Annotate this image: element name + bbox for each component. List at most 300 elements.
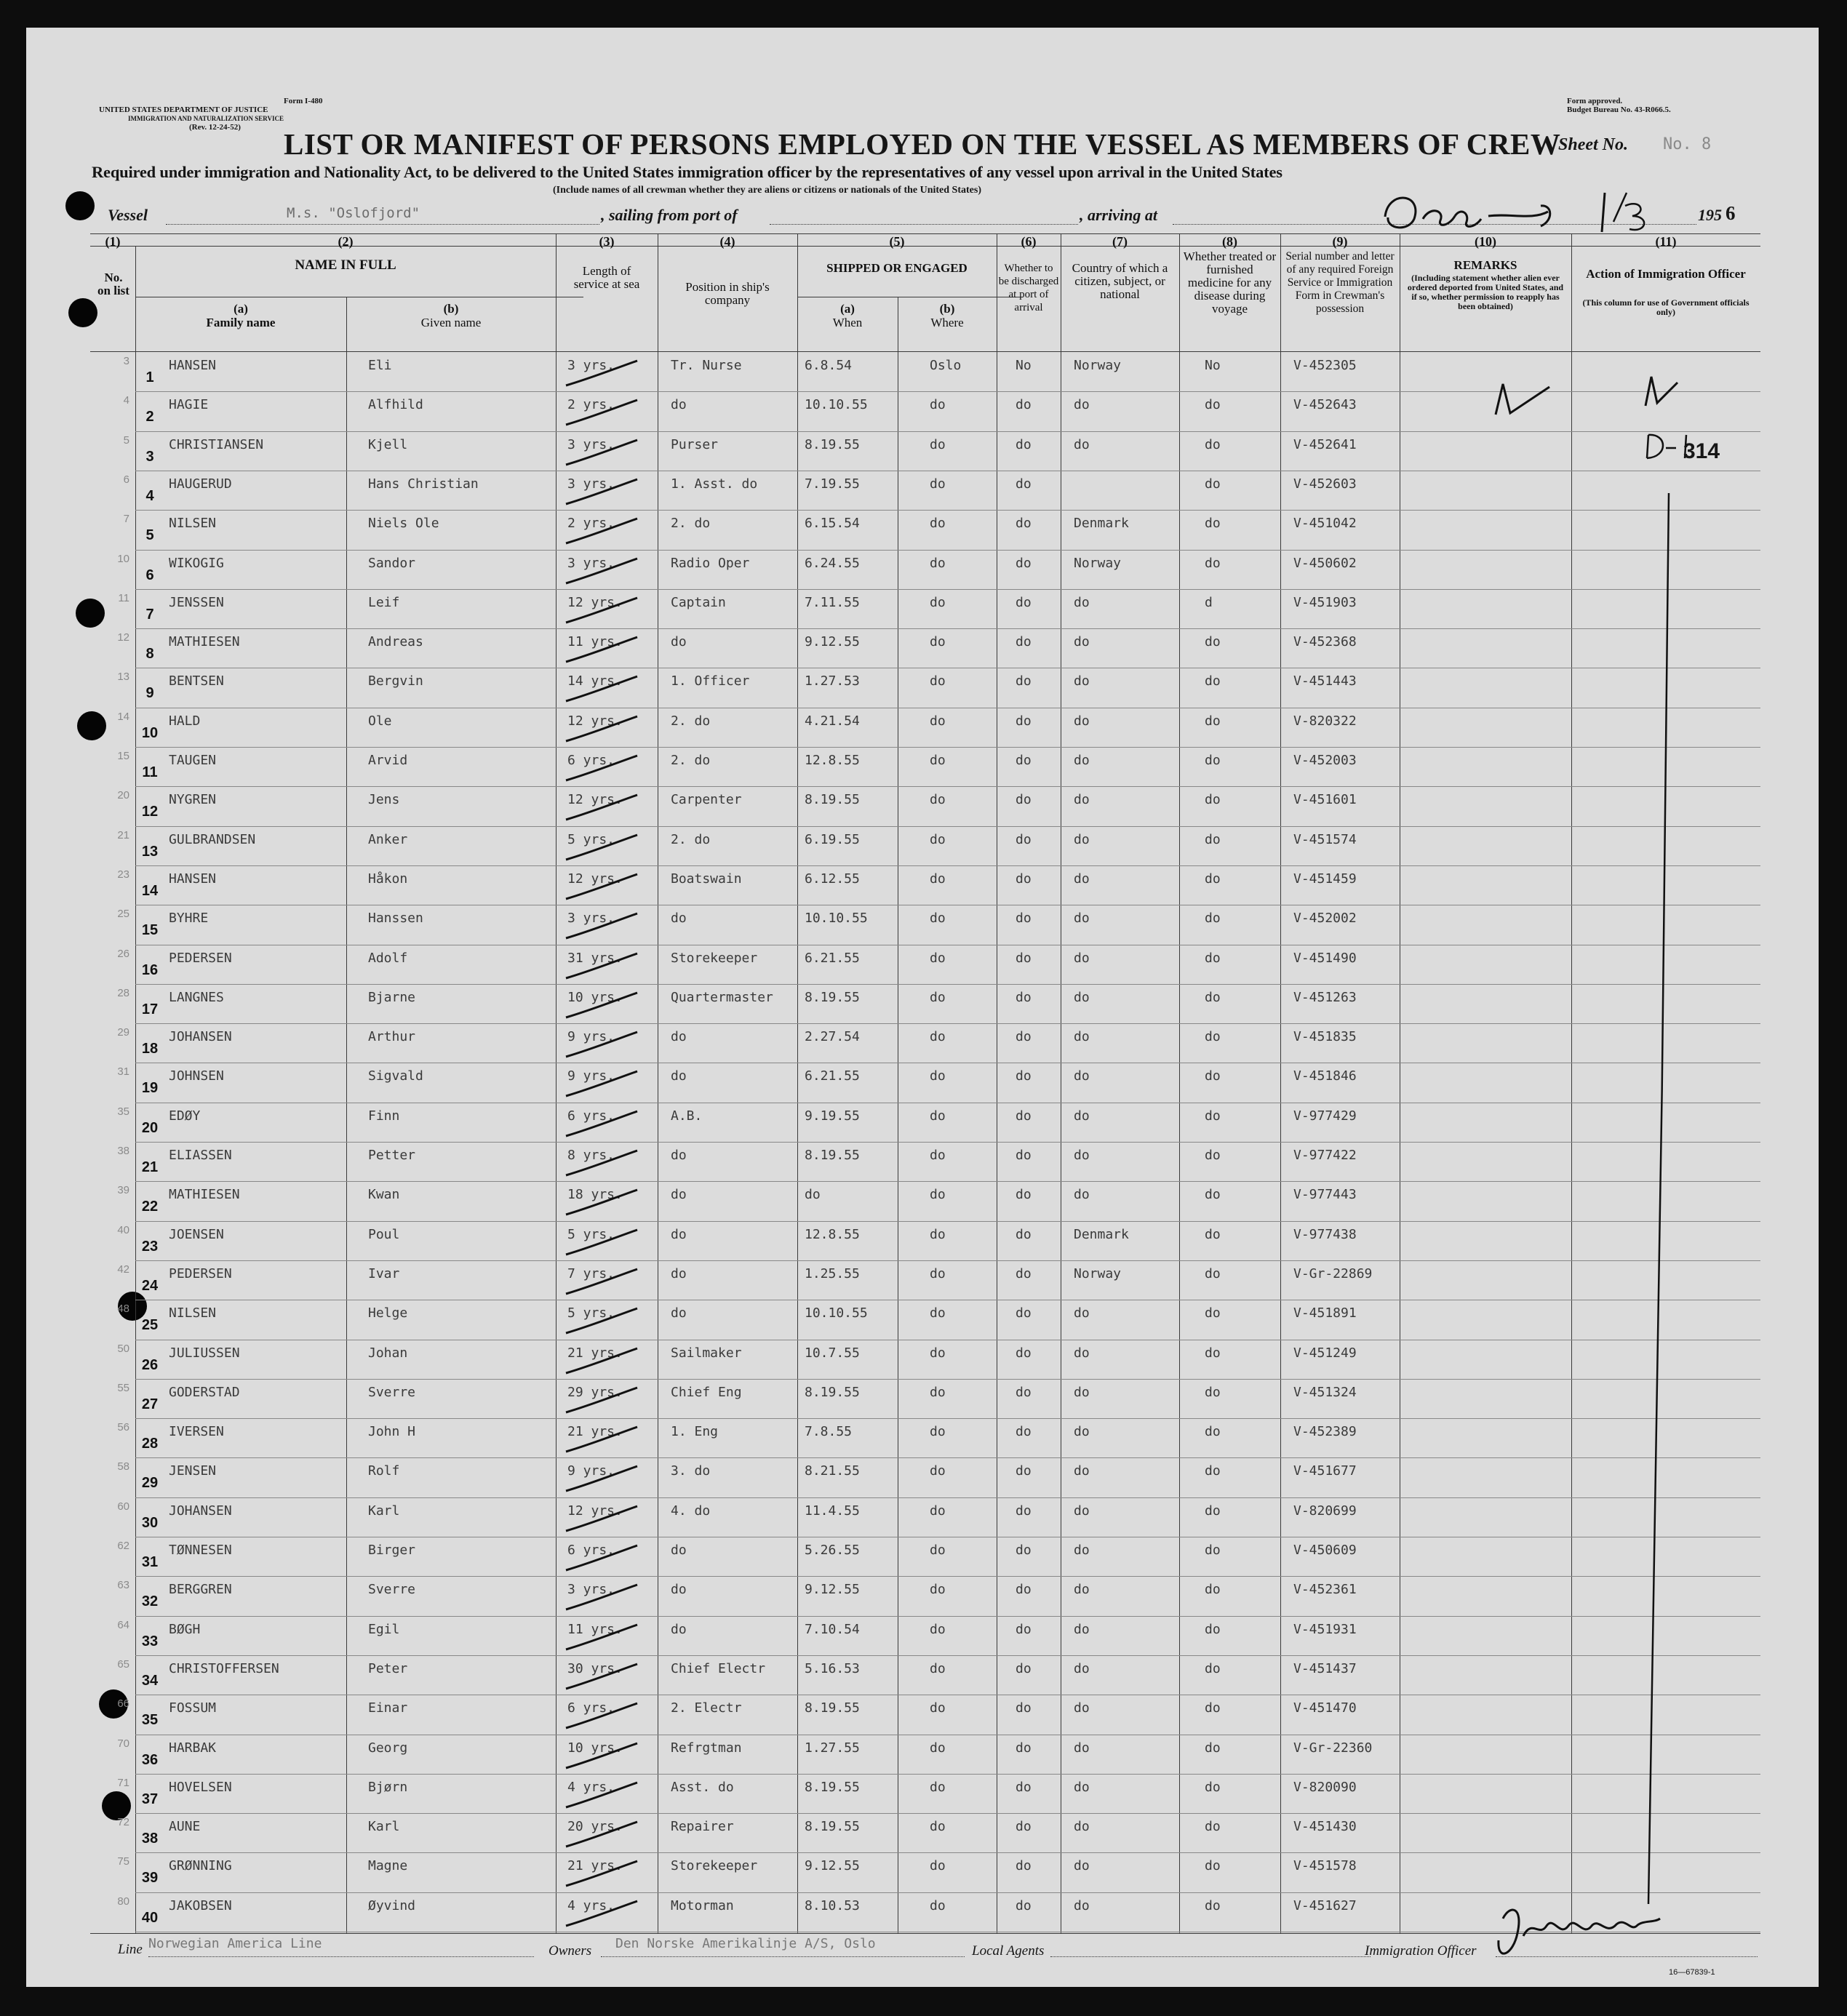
cell-where: do: [930, 713, 946, 729]
cell-serial: V-451627: [1293, 1897, 1357, 1913]
cell-disch: do: [1016, 1819, 1032, 1835]
row-line-number: 20: [117, 789, 129, 802]
row-rule: [135, 1616, 1760, 1617]
arriving-label: , arriving at: [1080, 206, 1157, 224]
cell-family: TAUGEN: [169, 753, 217, 768]
cell-country: do: [1074, 1503, 1090, 1519]
cell-given: Øyvind: [368, 1897, 416, 1913]
sailing-rule: [770, 224, 1078, 225]
row-line-number: 4: [123, 394, 129, 407]
col2b-header: Given name: [420, 316, 482, 329]
line-label: Line: [118, 1942, 143, 1957]
cell-disch: do: [1016, 1068, 1032, 1084]
cell-disch: do: [1016, 871, 1032, 887]
cell-med: No: [1205, 358, 1221, 373]
check-stroke: [562, 514, 642, 551]
row-rule: [135, 1774, 1760, 1775]
cell-med: do: [1205, 1700, 1221, 1716]
cell-med: do: [1205, 1226, 1221, 1242]
cell-serial: V-451430: [1293, 1819, 1357, 1835]
cell-len: 12 yrs.: [567, 594, 623, 610]
check-stroke: [562, 1225, 642, 1262]
row-line-number: 56: [117, 1421, 129, 1434]
cell-med: do: [1205, 1543, 1221, 1558]
cell-when: 8.19.55: [805, 1384, 860, 1400]
sheet-label: Sheet No.: [1558, 135, 1628, 154]
officer-rule: [1496, 1956, 1758, 1957]
cell-country: do: [1074, 713, 1090, 729]
row-line-number: 72: [117, 1816, 129, 1829]
cell-family: JENSEN: [169, 1463, 217, 1479]
check-stroke: [562, 1580, 642, 1617]
cell-given: Karl: [368, 1819, 400, 1835]
print-code: 16—67839-1: [1669, 1968, 1715, 1977]
cell-given: Karl: [368, 1503, 400, 1519]
cell-disch: do: [1016, 397, 1032, 413]
row-line-number: 14: [117, 710, 129, 723]
cell-len: 10 yrs.: [567, 1740, 623, 1756]
cell-len: 6 yrs.: [567, 1700, 615, 1716]
row-line-number: 25: [117, 908, 129, 921]
cell-len: 4 yrs.: [567, 1779, 615, 1795]
row-number: 30: [141, 1514, 159, 1531]
cell-med: do: [1205, 1897, 1221, 1913]
cell-when: 10.10.55: [805, 397, 868, 413]
row-number: 27: [141, 1396, 159, 1412]
cell-given: Andreas: [368, 634, 423, 650]
row-rule: [135, 1813, 1760, 1814]
cell-med: do: [1205, 1463, 1221, 1479]
cell-given: Eli: [368, 358, 392, 373]
cell-med: do: [1205, 1068, 1221, 1084]
col6-header: Whether to be discharged at port of arrival: [998, 263, 1059, 313]
row-number: 21: [141, 1159, 159, 1175]
cell-given: Arvid: [368, 753, 408, 768]
check-stroke: [562, 1462, 642, 1498]
cell-pos: 2. do: [671, 753, 711, 768]
cell-when: 6.12.55: [805, 871, 860, 887]
row-number: 3: [145, 448, 154, 465]
cell-when: 6.24.55: [805, 555, 860, 571]
cell-family: HOVELSEN: [169, 1779, 232, 1795]
cell-serial: V-451459: [1293, 871, 1357, 887]
row-line-number: 60: [117, 1500, 129, 1513]
cell-country: do: [1074, 634, 1090, 650]
cell-family: GODERSTAD: [169, 1384, 240, 1400]
cell-where: do: [930, 989, 946, 1005]
row-rule: [135, 1852, 1760, 1853]
col10-note: (Including statement whether alien ever ordered deported from United States, and if so, whether permission to reapply has been obtained): [1407, 273, 1564, 311]
row-line-number: 75: [117, 1855, 129, 1868]
row-number: 9: [145, 685, 154, 702]
cell-disch: do: [1016, 1265, 1032, 1281]
cell-where: do: [930, 1029, 946, 1045]
row-number: 34: [141, 1672, 159, 1689]
row-line-number: 23: [117, 868, 129, 881]
row-number: 19: [141, 1080, 159, 1097]
cell-where: do: [930, 476, 946, 492]
check-stroke: [562, 1778, 642, 1815]
col-divider: [1179, 233, 1180, 1933]
cell-family: JOENSEN: [169, 1226, 224, 1242]
check-stroke: [562, 633, 642, 669]
cell-where: do: [930, 1503, 946, 1519]
cell-serial: V-452641: [1293, 436, 1357, 452]
row-number: 17: [141, 1001, 159, 1017]
row-rule: [135, 1142, 1760, 1143]
cell-serial: V-820322: [1293, 713, 1357, 729]
check-stroke: [562, 1857, 642, 1893]
row-number: 18: [141, 1041, 159, 1057]
row-rule: [135, 786, 1760, 787]
cell-len: 9 yrs.: [567, 1029, 615, 1045]
cell-country: do: [1074, 1582, 1090, 1598]
cell-serial: V-977429: [1293, 1108, 1357, 1124]
cell-where: do: [930, 634, 946, 650]
check-stroke: [562, 1502, 642, 1538]
cell-country: Norway: [1074, 358, 1122, 373]
cell-serial: V-451574: [1293, 831, 1357, 847]
cell-country: do: [1074, 1424, 1090, 1440]
cell-family: LANGNES: [169, 989, 224, 1005]
cell-len: 3 yrs.: [567, 358, 615, 373]
cell-given: Ole: [368, 713, 392, 729]
col1-number: (1): [105, 234, 121, 249]
check-stroke: [562, 672, 642, 708]
cell-where: do: [930, 1582, 946, 1598]
cell-med: do: [1205, 753, 1221, 768]
col6-number: (6): [1021, 234, 1037, 249]
cell-med: do: [1205, 634, 1221, 650]
cell-pos: 1. Eng: [671, 1424, 719, 1440]
cell-family: BERGGREN: [169, 1582, 232, 1598]
cell-len: 3 yrs.: [567, 911, 615, 927]
cell-len: 11 yrs.: [567, 1621, 623, 1637]
check-stroke: [562, 1067, 642, 1103]
col5-number: (5): [889, 234, 905, 249]
cell-pos: Asst. do: [671, 1779, 734, 1795]
row-rule: [135, 1260, 1760, 1261]
row-line-number: 48: [117, 1303, 129, 1316]
cell-family: MATHIESEN: [169, 634, 240, 650]
cell-given: Jens: [368, 792, 400, 808]
col-divider: [346, 297, 347, 1933]
cell-when: 9.12.55: [805, 1582, 860, 1598]
cell-len: 21 yrs.: [567, 1345, 623, 1361]
cell-family: JOHNSEN: [169, 1068, 224, 1084]
cell-family: JENSSEN: [169, 594, 224, 610]
cell-len: 10 yrs.: [567, 989, 623, 1005]
cell-given: Hans Christian: [368, 476, 479, 492]
cell-serial: V-451324: [1293, 1384, 1357, 1400]
cell-country: do: [1074, 1660, 1090, 1676]
check-stroke: [562, 356, 642, 393]
cell-serial: V-451263: [1293, 989, 1357, 1005]
cell-where: do: [930, 594, 946, 610]
cell-pos: Motorman: [671, 1897, 734, 1913]
year-prefix: 195: [1698, 206, 1722, 224]
cell-given: Kjell: [368, 436, 408, 452]
sheet-number: No. 8: [1663, 135, 1712, 153]
cell-pos: Storekeeper: [671, 1858, 758, 1874]
cell-len: 9 yrs.: [567, 1068, 615, 1084]
row-line-number: 10: [117, 552, 129, 565]
col2-header: NAME IN FULL: [295, 257, 396, 273]
check-stroke: [562, 1541, 642, 1577]
cell-when: 6.19.55: [805, 831, 860, 847]
cell-pos: do: [671, 1029, 687, 1045]
cell-serial: V-451931: [1293, 1621, 1357, 1637]
cell-where: do: [930, 950, 946, 966]
cell-med: do: [1205, 1779, 1221, 1795]
cell-when: 6.8.54: [805, 358, 853, 373]
cell-pos: Radio Oper: [671, 555, 750, 571]
cell-disch: do: [1016, 1463, 1032, 1479]
cell-med: do: [1205, 1424, 1221, 1440]
col-divider: [1280, 233, 1281, 1933]
cell-country: do: [1074, 397, 1090, 413]
row-line-number: 63: [117, 1579, 129, 1592]
cell-med: do: [1205, 1858, 1221, 1874]
cell-given: Sverre: [368, 1582, 416, 1598]
cell-country: do: [1074, 1779, 1090, 1795]
row-rule: [135, 1181, 1760, 1182]
cell-family: PEDERSEN: [169, 950, 232, 966]
table-body-rule: [90, 351, 1760, 352]
cell-family: CHRISTOFFERSEN: [169, 1660, 279, 1676]
cell-when: 10.7.55: [805, 1345, 860, 1361]
cell-disch: do: [1016, 1621, 1032, 1637]
cell-where: do: [930, 1819, 946, 1835]
cell-med: do: [1205, 1148, 1221, 1163]
cell-given: Arthur: [368, 1029, 416, 1045]
cell-country: do: [1074, 1858, 1090, 1874]
cell-len: 21 yrs.: [567, 1424, 623, 1440]
cell-serial: V-Gr-22360: [1293, 1740, 1373, 1756]
cell-disch: do: [1016, 753, 1032, 768]
cell-med: do: [1205, 1740, 1221, 1756]
check-stroke: [562, 988, 642, 1025]
cell-when: 7.11.55: [805, 594, 860, 610]
cell-country: do: [1074, 989, 1090, 1005]
col5a-header: When: [832, 316, 863, 329]
cell-len: 9 yrs.: [567, 1463, 615, 1479]
cell-serial: V-452643: [1293, 397, 1357, 413]
cell-when: 12.8.55: [805, 1226, 860, 1242]
line-value: Norwegian America Line: [148, 1936, 322, 1951]
cell-len: 3 yrs.: [567, 436, 615, 452]
cell-given: Bergvin: [368, 673, 423, 689]
cell-med: do: [1205, 1305, 1221, 1321]
cell-pos: 2. do: [671, 713, 711, 729]
cell-when: 1.27.53: [805, 673, 860, 689]
row-rule: [135, 747, 1760, 748]
cell-when: 8.19.55: [805, 989, 860, 1005]
cell-when: 8.19.55: [805, 1819, 860, 1835]
cell-med: do: [1205, 555, 1221, 571]
cell-family: NYGREN: [169, 792, 217, 808]
col7-header: Country of which a citizen, subject, or national: [1072, 261, 1168, 301]
cell-med: do: [1205, 1029, 1221, 1045]
cell-disch: do: [1016, 516, 1032, 532]
cell-given: Håkon: [368, 871, 408, 887]
budget-bureau: Budget Bureau No. 43-R066.5.: [1567, 105, 1671, 114]
cell-pos: Storekeeper: [671, 950, 758, 966]
cell-given: Magne: [368, 1858, 408, 1874]
cell-country: do: [1074, 831, 1090, 847]
officer-annotations: [1474, 355, 1779, 1926]
check-stroke: [562, 396, 642, 432]
cell-where: do: [930, 1660, 946, 1676]
cell-serial: V-451677: [1293, 1463, 1357, 1479]
cell-disch: do: [1016, 1305, 1032, 1321]
cell-when: 8.10.53: [805, 1897, 860, 1913]
cell-len: 5 yrs.: [567, 1305, 615, 1321]
col5b-header: Where: [930, 316, 964, 329]
cell-serial: V-977443: [1293, 1187, 1357, 1203]
cell-given: Peter: [368, 1660, 408, 1676]
cell-disch: do: [1016, 831, 1032, 847]
cell-disch: do: [1016, 792, 1032, 808]
cell-disch: do: [1016, 989, 1032, 1005]
cell-where: do: [930, 1345, 946, 1361]
row-number: 22: [141, 1199, 159, 1215]
row-rule: [135, 1418, 1760, 1419]
cell-country: do: [1074, 1819, 1090, 1835]
cell-given: Adolf: [368, 950, 408, 966]
cell-pos: do: [671, 1621, 687, 1637]
cell-country: do: [1074, 1621, 1090, 1637]
cell-len: 6 yrs.: [567, 1543, 615, 1558]
row-number: 2: [145, 409, 154, 425]
vessel-label: Vessel: [108, 206, 148, 224]
row-number: 16: [141, 961, 159, 978]
cell-country: do: [1074, 911, 1090, 927]
cell-med: do: [1205, 911, 1221, 927]
cell-pos: 2. do: [671, 831, 711, 847]
cell-len: 14 yrs.: [567, 673, 623, 689]
cell-serial: V-451490: [1293, 950, 1357, 966]
cell-serial: V-451835: [1293, 1029, 1357, 1045]
cell-when: 7.19.55: [805, 476, 860, 492]
check-stroke: [562, 831, 642, 867]
cell-pos: Quartermaster: [671, 989, 773, 1005]
cell-country: do: [1074, 1700, 1090, 1716]
cell-med: do: [1205, 713, 1221, 729]
row-number: 36: [141, 1751, 159, 1768]
row-rule: [135, 628, 1760, 629]
cell-where: do: [930, 673, 946, 689]
col7-number: (7): [1112, 234, 1128, 249]
cell-given: Petter: [368, 1148, 416, 1163]
col4-number: (4): [719, 234, 735, 249]
cell-family: IVERSEN: [169, 1424, 224, 1440]
cell-where: do: [930, 1384, 946, 1400]
row-rule: [135, 865, 1760, 866]
row-number: 15: [141, 922, 159, 939]
cell-serial: V-451437: [1293, 1660, 1357, 1676]
agents-rule: [1050, 1956, 1371, 1957]
check-stroke: [562, 1817, 642, 1854]
check-stroke: [562, 593, 642, 630]
cell-family: JOHANSEN: [169, 1029, 232, 1045]
row-number: 29: [141, 1475, 159, 1492]
cell-when: 10.10.55: [805, 911, 868, 927]
line-rule: [148, 1956, 534, 1957]
check-stroke: [562, 1620, 642, 1657]
cell-serial: V-452361: [1293, 1582, 1357, 1598]
row-line-number: 12: [117, 631, 129, 644]
cell-len: 4 yrs.: [567, 1897, 615, 1913]
cell-disch: do: [1016, 1543, 1032, 1558]
cell-country: do: [1074, 594, 1090, 610]
cell-when: do: [805, 1187, 821, 1203]
cell-given: Helge: [368, 1305, 408, 1321]
cell-serial: V-451891: [1293, 1305, 1357, 1321]
cell-pos: do: [671, 634, 687, 650]
row-number: 8: [145, 646, 154, 663]
check-stroke: [562, 1660, 642, 1696]
col3-header: Length of service at sea: [573, 264, 640, 291]
cell-where: do: [930, 1226, 946, 1242]
cell-given: Finn: [368, 1108, 400, 1124]
cell-med: do: [1205, 1582, 1221, 1598]
document-subtitle: Required under immigration and Nationality Act, to be delivered to the United States immigration officer by the representatives of any vessel upon arrival in the United States: [92, 163, 1282, 181]
row-line-number: 38: [117, 1145, 129, 1157]
vessel-name: M.s. "Oslofjord": [287, 205, 420, 221]
row-line-number: 70: [117, 1737, 129, 1750]
cell-med: do: [1205, 397, 1221, 413]
cell-pos: 1. Asst. do: [671, 476, 758, 492]
check-stroke: [562, 1185, 642, 1222]
cell-pos: do: [671, 1265, 687, 1281]
cell-given: Sverre: [368, 1384, 416, 1400]
cell-disch: do: [1016, 1858, 1032, 1874]
cell-pos: do: [671, 1187, 687, 1203]
cell-when: 8.19.55: [805, 1700, 860, 1716]
cell-country: do: [1074, 1384, 1090, 1400]
cell-len: 6 yrs.: [567, 753, 615, 768]
cell-len: 3 yrs.: [567, 476, 615, 492]
cell-med: do: [1205, 989, 1221, 1005]
cell-given: Kwan: [368, 1187, 400, 1203]
agency-line-1: UNITED STATES DEPARTMENT OF JUSTICE: [99, 105, 268, 114]
row-line-number: 15: [117, 750, 129, 762]
col4-header: Position in ship's company: [685, 280, 770, 307]
col2a-header: Family name: [206, 316, 276, 329]
cell-len: 8 yrs.: [567, 1148, 615, 1163]
cell-country: do: [1074, 1108, 1090, 1124]
col5b-number: (b): [939, 302, 955, 316]
cell-given: Rolf: [368, 1463, 400, 1479]
row-rule: [135, 1892, 1760, 1893]
check-stroke: [562, 791, 642, 827]
owners-label: Owners: [548, 1943, 592, 1959]
year-suffix: 6: [1726, 202, 1736, 224]
row-number: 6: [145, 567, 154, 583]
cell-serial: V-451846: [1293, 1068, 1357, 1084]
cell-where: do: [930, 871, 946, 887]
cell-given: Einar: [368, 1700, 408, 1716]
col11-number: (11): [1655, 234, 1677, 249]
col1-header: No. on list: [97, 271, 129, 297]
col8-header: Whether treated or furnished medicine for any disease during voyage: [1183, 249, 1277, 316]
cell-disch: do: [1016, 713, 1032, 729]
cell-given: Niels Ole: [368, 516, 439, 532]
cell-disch: do: [1016, 1345, 1032, 1361]
cell-when: 9.12.55: [805, 634, 860, 650]
cell-family: CHRISTIANSEN: [169, 436, 264, 452]
